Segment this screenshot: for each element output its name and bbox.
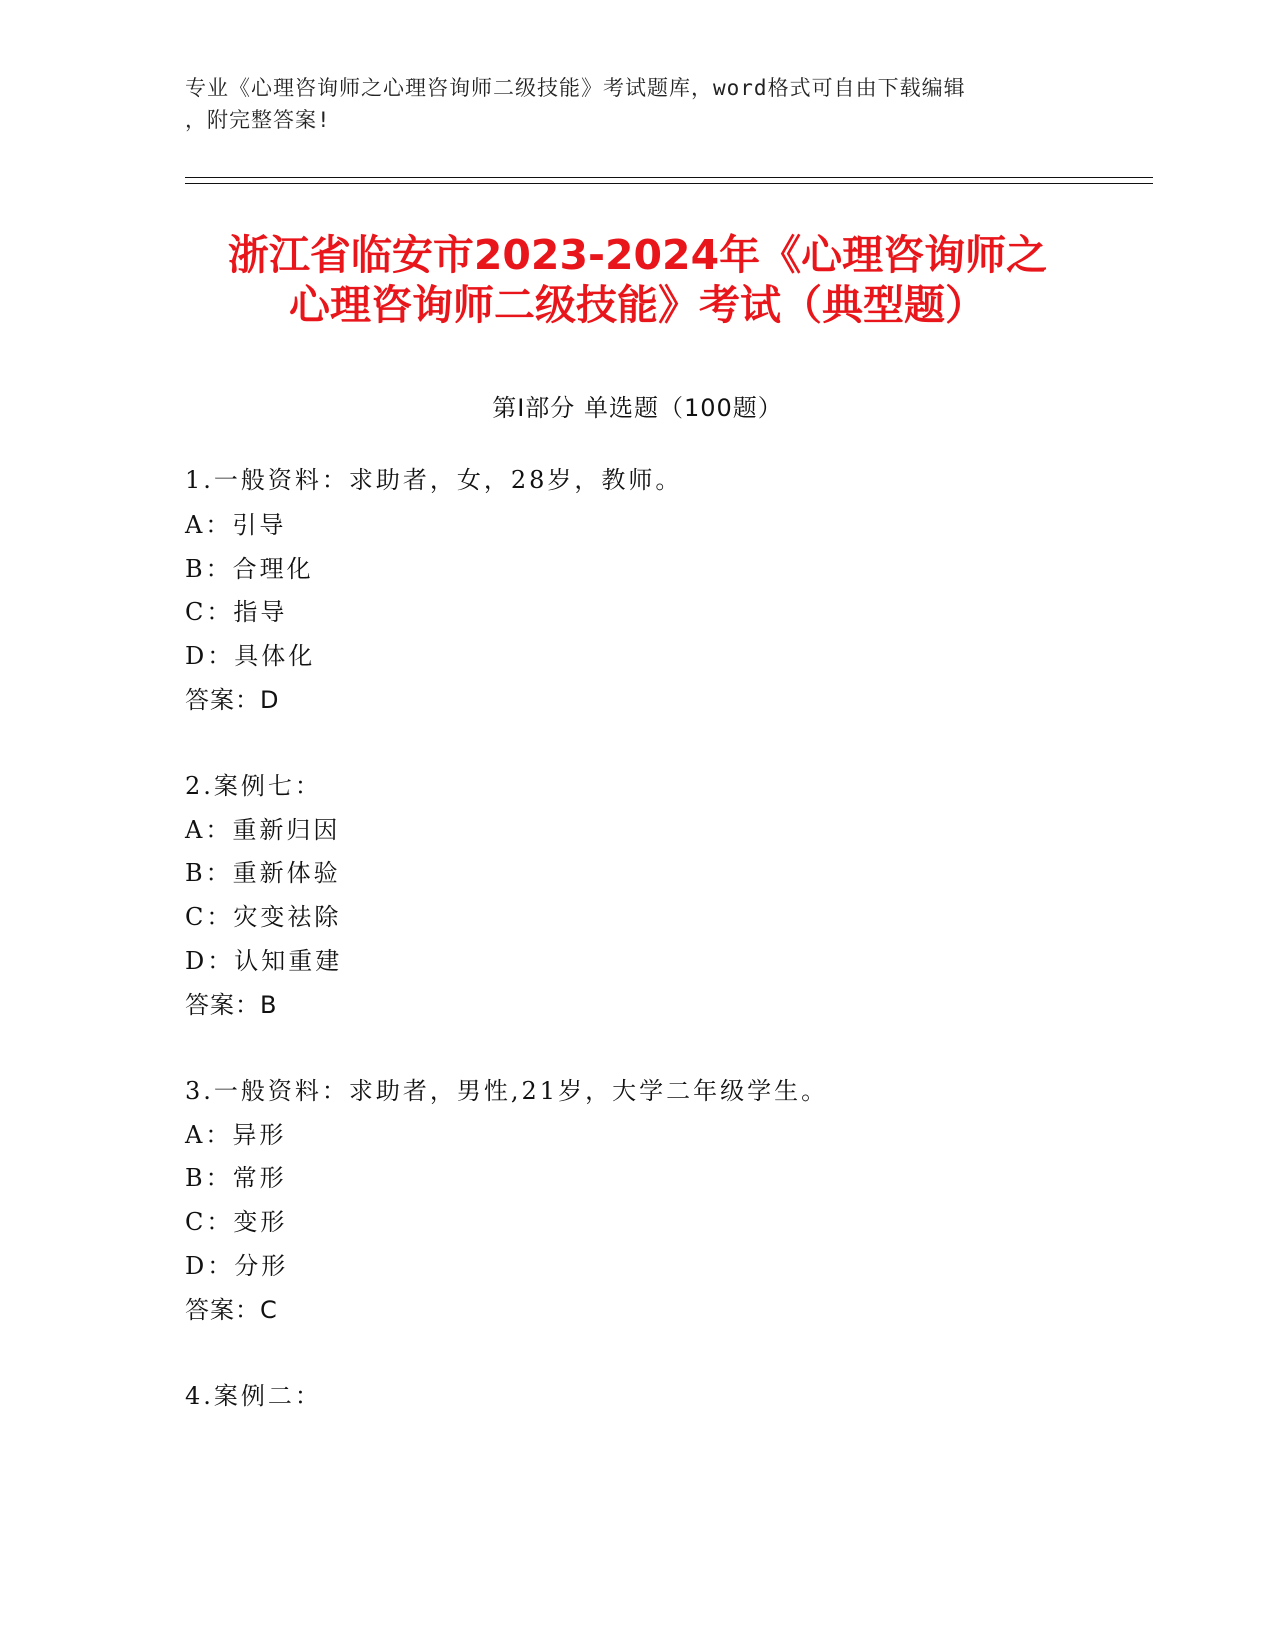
question-1-answer: 答案：D (185, 686, 280, 714)
question-3-option-d: D：分形 (185, 1252, 289, 1280)
question-2-answer: 答案：B (185, 991, 278, 1019)
question-3-answer: 答案：C (185, 1296, 278, 1324)
document-title-line-2: 心理咨询师二级技能》考试（典型题） (289, 281, 986, 329)
question-3-option-a: A：异形 (185, 1121, 287, 1149)
question-1-option-a: A：引导 (185, 511, 287, 539)
question-2-option-d: D：认知重建 (185, 947, 343, 975)
header-note-line-1: 专业《心理咨询师之心理咨询师二级技能》考试题库，word格式可自由下载编辑 (185, 76, 966, 100)
header-note (185, 72, 1065, 136)
question-2-option-b: B：重新体验 (185, 859, 341, 887)
header-note-line-2: ，附完整答案! (185, 108, 331, 132)
document-title (150, 230, 1125, 330)
question-3-option-c: C：变形 (185, 1208, 288, 1236)
question-2-option-a: A：重新归因 (185, 816, 341, 844)
question-3-option-b: B：常形 (185, 1164, 287, 1192)
question-2-option-c: C：灾变祛除 (185, 903, 342, 931)
header-divider-bottom (185, 183, 1153, 184)
question-4-stem: 4.案例二： (185, 1382, 322, 1410)
question-2-stem: 2.案例七： (185, 772, 322, 800)
question-3-stem: 3.一般资料：求助者，男性,21岁，大学二年级学生。 (185, 1077, 829, 1105)
question-1-option-d: D：具体化 (185, 642, 316, 670)
question-1-option-c: C：指导 (185, 598, 288, 626)
header-divider-top (185, 177, 1153, 178)
section-heading: 第Ⅰ部分 单选题（100题） (492, 394, 783, 422)
document-title-line-1: 浙江省临安市2023-2024年《心理咨询师之 (227, 231, 1048, 279)
question-1-stem: 1.一般资料：求助者，女，28岁，教师。 (185, 466, 683, 494)
question-1-option-b: B：合理化 (185, 555, 314, 583)
